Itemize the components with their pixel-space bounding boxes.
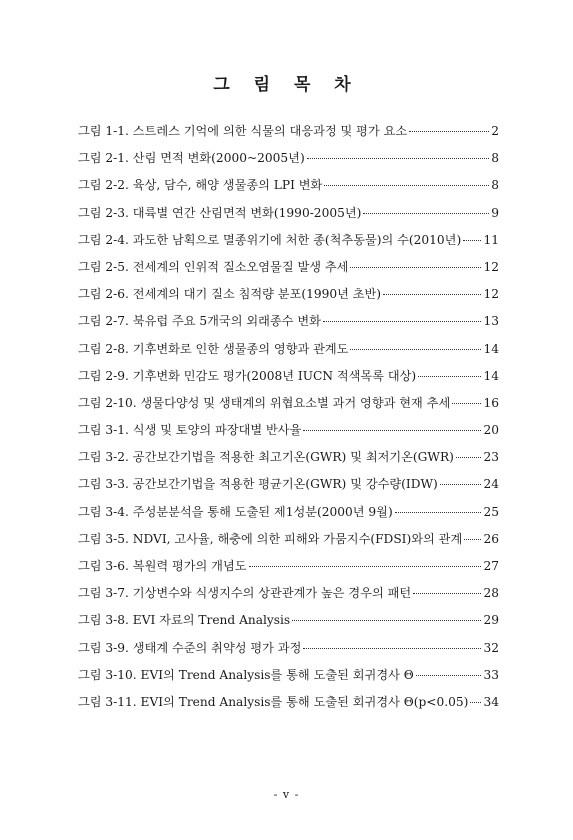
toc-entry-title: 그림 3-11. EVI의 Trend Analysis를 통해 도출된 회귀경사 Θ(p<0.05): [78, 694, 469, 709]
toc-entry-title: 그림 3-7. 기상변수와 식생지수의 상관관계가 높은 경우의 패턴: [78, 586, 412, 601]
toc-entry[interactable]: [78, 530, 499, 557]
toc-entry-page-number: 29: [483, 613, 499, 628]
toc-entry-title: 그림 2-6. 전세계의 대기 질소 침적량 분포(1990년 초반): [78, 287, 382, 302]
dot-leader: [452, 403, 481, 404]
toc-entry-page-number: 12: [483, 287, 499, 302]
toc-entry-page-number: 9: [491, 205, 499, 220]
toc-entry-title: 그림 2-1. 산림 면적 변화(2000~2005년): [78, 151, 305, 166]
toc-entry[interactable]: [78, 285, 499, 312]
toc-entry-page-number: 33: [483, 667, 499, 682]
dot-leader: [395, 512, 482, 513]
dot-leader: [413, 593, 481, 594]
toc-entry-title: 그림 3-10. EVI의 Trend Analysis를 통해 도출된 회귀경사 Θ: [78, 667, 414, 682]
toc-entry-title: 그림 3-6. 복원력 평가의 개념도: [78, 559, 247, 573]
toc-entry-title: 그림 2-7. 북유럽 주요 5개국의 외래종수 변화: [78, 314, 321, 329]
page-title: 그 림 목 차: [213, 75, 360, 95]
dot-leader: [463, 240, 481, 241]
dot-leader: [303, 648, 481, 649]
toc-entry-title: 그림 3-2. 공간보간기법을 적용한 최고기온(GWR) 및 최저기온(GWR): [78, 450, 454, 465]
dot-leader: [363, 213, 489, 214]
toc-entry[interactable]: [78, 204, 499, 231]
toc-entry[interactable]: [78, 231, 499, 258]
toc-entry-page-number: 13: [483, 314, 499, 329]
toc-entry-page-number: 26: [483, 531, 499, 546]
toc-entry[interactable]: [78, 394, 499, 421]
toc-entry[interactable]: [78, 367, 499, 394]
toc-entry[interactable]: [78, 122, 499, 149]
dot-leader: [350, 349, 481, 350]
dot-leader: [416, 675, 482, 676]
toc-entry-page-number: 14: [483, 368, 499, 383]
dot-leader: [440, 484, 482, 485]
toc-entry-title: 그림 2-4. 과도한 남획으로 멸종위기에 처한 종(척추동물)의 수(2010년): [78, 232, 462, 247]
toc-entry[interactable]: [78, 557, 499, 584]
toc-entry-page-number: 27: [483, 559, 499, 573]
toc-entry-page-number: 34: [483, 694, 499, 709]
page-number: - v -: [273, 788, 300, 801]
toc-entry[interactable]: [78, 611, 499, 638]
dot-leader: [303, 430, 481, 431]
toc-entry-title: 그림 3-8. EVI 자료의 Trend Analysis: [78, 613, 291, 628]
dot-leader: [409, 131, 489, 132]
toc-entry[interactable]: [78, 340, 499, 367]
dot-leader: [292, 620, 481, 621]
toc-entry-page-number: 32: [483, 640, 499, 655]
toc-entry-page-number: 2: [491, 124, 499, 138]
toc-entry-page-number: 28: [483, 586, 499, 601]
toc-entry[interactable]: [78, 421, 499, 448]
toc-entry-page-number: 23: [483, 450, 499, 465]
toc-entry-page-number: 24: [483, 477, 499, 492]
toc-entry[interactable]: [78, 693, 499, 720]
toc-entry-page-number: 14: [483, 341, 499, 356]
toc-entry[interactable]: [78, 639, 499, 666]
dot-leader: [456, 457, 482, 458]
toc-entry-page-number: 12: [483, 259, 499, 274]
toc-entry-title: 그림 2-3. 대륙별 연간 산림면적 변화(1990-2005년): [78, 205, 362, 220]
dot-leader: [323, 321, 482, 322]
dot-leader: [249, 566, 482, 567]
dot-leader: [464, 539, 481, 540]
toc-entry[interactable]: [78, 149, 499, 176]
toc-entry[interactable]: [78, 176, 499, 203]
toc-entry[interactable]: [78, 312, 499, 339]
toc-entry-page-number: 11: [483, 232, 499, 247]
toc-entry[interactable]: [78, 258, 499, 285]
toc-entry-page-number: 16: [483, 395, 499, 410]
toc-entry-title: 그림 3-3. 공간보간기법을 적용한 평균기온(GWR) 및 강수량(IDW): [78, 477, 438, 492]
toc-entry-page-number: 8: [491, 178, 499, 193]
toc-entry-title: 그림 3-5. NDVI, 고사율, 해충에 의한 피해와 가뭄지수(FDSI)와의 관계: [78, 531, 463, 546]
toc-entry[interactable]: [78, 448, 499, 475]
toc-entry[interactable]: [78, 666, 499, 693]
toc-entry[interactable]: [78, 584, 499, 611]
toc-entry-page-number: 25: [483, 504, 499, 519]
toc-entry-title: 그림 2-5. 전세계의 인위적 질소오염물질 발생 추세: [78, 259, 349, 274]
toc-entry-title: 그림 3-4. 주성분분석을 통해 도출된 제1성분(2000년 9월): [78, 504, 393, 519]
toc-entry[interactable]: [78, 475, 499, 502]
toc-entry-title: 그림 1-1. 스트레스 기억에 의한 식물의 대응과정 및 평가 요소: [78, 124, 408, 138]
figure-list: [78, 122, 499, 720]
dot-leader: [307, 158, 490, 159]
dot-leader: [324, 185, 489, 186]
toc-entry-title: 그림 3-1. 식생 및 토양의 파장대별 반사율: [78, 423, 302, 438]
dot-leader: [383, 294, 481, 295]
dot-leader: [418, 376, 481, 377]
toc-entry-title: 그림 2-8. 기후변화로 인한 생물종의 영향과 관계도: [78, 341, 349, 356]
toc-entry-title: 그림 2-2. 육상, 담수, 해양 생물종의 LPI 변화: [78, 178, 323, 193]
toc-entry-title: 그림 3-9. 생태계 수준의 취약성 평가 과정: [78, 640, 302, 655]
toc-entry-title: 그림 2-10. 생물다양성 및 생태계의 위협요소별 과거 영향과 현재 추세: [78, 395, 451, 410]
toc-entry-page-number: 20: [483, 423, 499, 438]
toc-entry-page-number: 8: [491, 151, 499, 166]
dot-leader: [350, 267, 481, 268]
toc-entry[interactable]: [78, 503, 499, 530]
dot-leader: [470, 702, 481, 703]
toc-entry-title: 그림 2-9. 기후변화 민감도 평가(2008년 IUCN 적색목록 대상): [78, 368, 417, 383]
